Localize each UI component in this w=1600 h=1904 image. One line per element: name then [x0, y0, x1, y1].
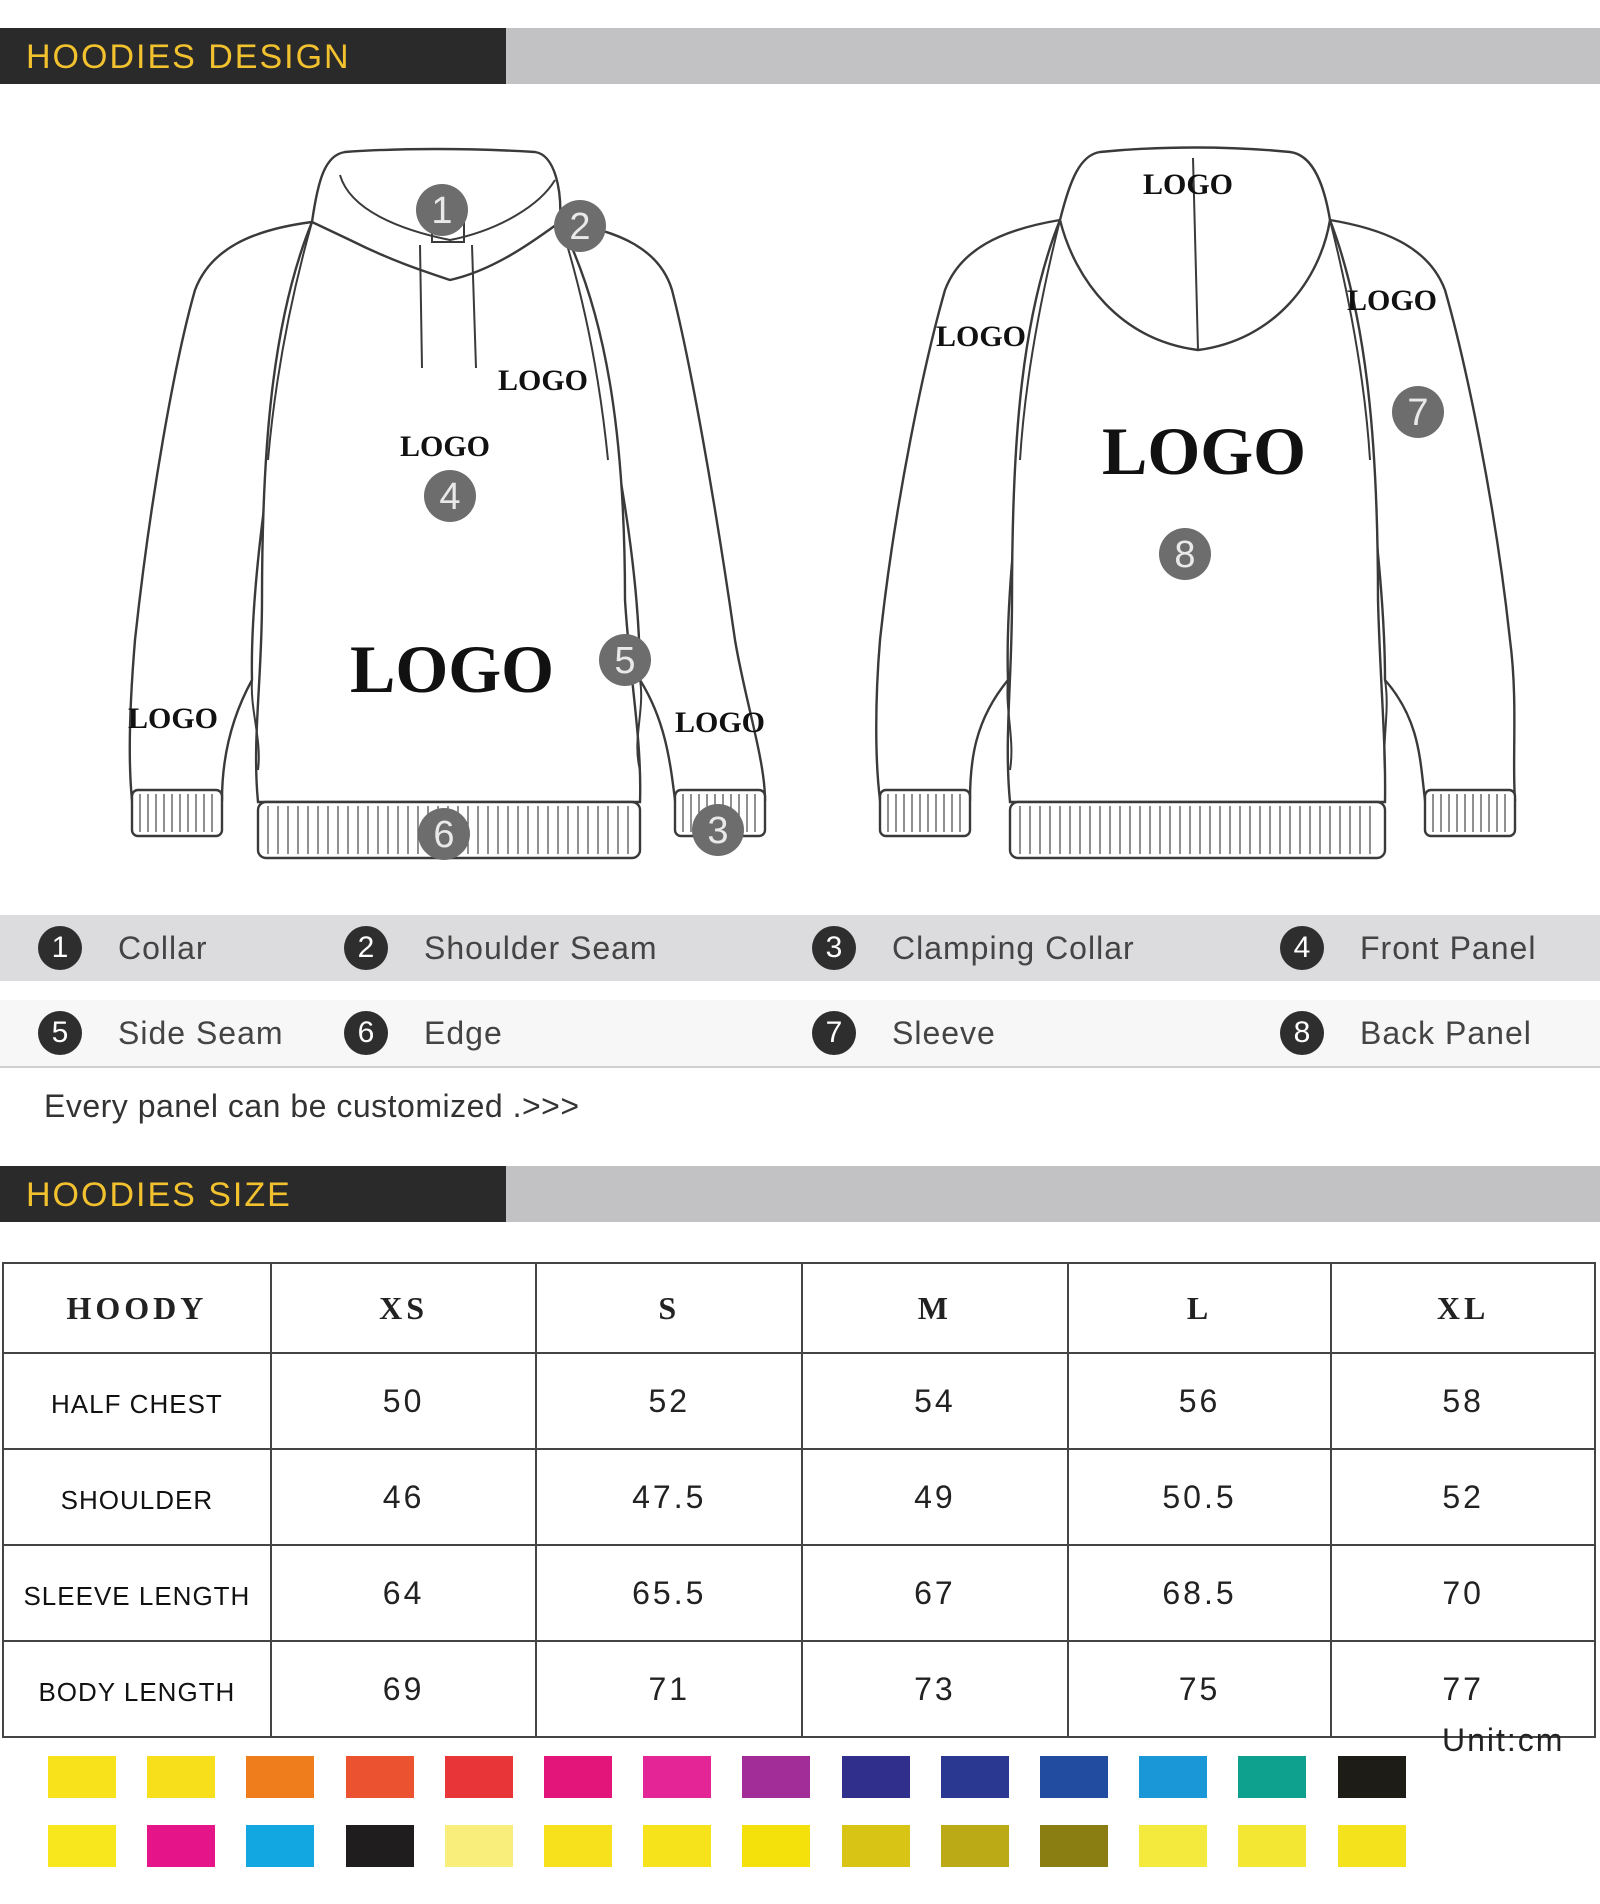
legend-label: Front Panel	[1360, 929, 1537, 966]
table-row	[3, 1641, 1595, 1737]
legend-item-side-seam	[38, 1000, 284, 1066]
table-cell: 64	[271, 1545, 537, 1641]
color-swatch[interactable]	[1338, 1756, 1406, 1798]
color-swatch[interactable]	[842, 1756, 910, 1798]
customization-note: Every panel can be customized .>>>	[44, 1088, 580, 1124]
table-cell: 50	[271, 1353, 537, 1449]
marker-4	[424, 470, 476, 522]
legend-item-shoulder-seam	[344, 915, 658, 981]
color-swatch[interactable]	[1139, 1825, 1207, 1867]
legend-number-badge: 6	[344, 1011, 388, 1055]
marker-5	[599, 634, 651, 686]
legend-label: Clamping Collar	[892, 929, 1135, 966]
legend-number-badge: 1	[38, 926, 82, 970]
table-row	[3, 1449, 1595, 1545]
size-table-header-row	[3, 1263, 1595, 1353]
color-swatch[interactable]	[1238, 1825, 1306, 1867]
color-swatch[interactable]	[842, 1825, 910, 1867]
legend-label: Sleeve	[892, 1014, 996, 1051]
color-swatch[interactable]	[246, 1756, 314, 1798]
table-cell: 73	[802, 1641, 1068, 1737]
svg-text:4: 4	[439, 476, 461, 518]
color-swatch[interactable]	[1040, 1825, 1108, 1867]
svg-text:5: 5	[614, 640, 636, 682]
color-swatch[interactable]	[941, 1825, 1009, 1867]
legend-label: Side Seam	[118, 1014, 284, 1051]
table-cell: 52	[536, 1353, 802, 1449]
legend-label: Collar	[118, 929, 208, 966]
legend-item-sleeve	[812, 1000, 996, 1066]
header-cell: S	[536, 1263, 802, 1353]
legend-label: Back Panel	[1360, 1014, 1532, 1051]
color-swatch[interactable]	[48, 1756, 116, 1798]
color-swatch[interactable]	[1238, 1756, 1306, 1798]
svg-text:3: 3	[707, 810, 729, 852]
marker-6	[418, 808, 470, 860]
color-swatch[interactable]	[742, 1825, 810, 1867]
svg-text:6: 6	[433, 814, 455, 856]
legend-label: Shoulder Seam	[424, 929, 658, 966]
size-table	[2, 1262, 1596, 1738]
row-label: BODY LENGTH	[3, 1641, 271, 1737]
design-header-gray	[506, 28, 1600, 84]
header-cell: M	[802, 1263, 1068, 1353]
marker-2	[554, 200, 606, 252]
size-header-gray	[506, 1166, 1600, 1222]
color-swatch[interactable]	[48, 1825, 116, 1867]
legend-number-badge: 3	[812, 926, 856, 970]
color-swatch[interactable]	[941, 1756, 1009, 1798]
row-label: SLEEVE LENGTH	[3, 1545, 271, 1641]
table-row	[3, 1545, 1595, 1641]
legend-number-badge: 4	[1280, 926, 1324, 970]
color-swatch[interactable]	[544, 1756, 612, 1798]
color-swatch[interactable]	[1040, 1756, 1108, 1798]
front-logo-chest-right: LOGO	[498, 364, 589, 397]
table-cell: 75	[1068, 1641, 1332, 1737]
color-swatch[interactable]	[147, 1756, 215, 1798]
header-cell: L	[1068, 1263, 1332, 1353]
svg-text:2: 2	[569, 206, 591, 248]
table-cell: 50.5	[1068, 1449, 1332, 1545]
table-cell: 54	[802, 1353, 1068, 1449]
front-logo-left-sleeve: LOGO	[128, 702, 219, 735]
legend-row-1	[0, 915, 1600, 981]
back-logo-hood: LOGO	[1143, 168, 1234, 201]
legend-label: Edge	[424, 1014, 503, 1051]
table-row	[3, 1353, 1595, 1449]
unit-label: Unit:cm	[1442, 1722, 1565, 1758]
front-logo-center: LOGO	[350, 631, 555, 707]
svg-text:1: 1	[431, 190, 453, 232]
hoodie-illustrations	[0, 120, 1600, 910]
header-cell: XS	[271, 1263, 537, 1353]
back-logo-left-sleeve: LOGO	[936, 320, 1027, 353]
table-cell: 46	[271, 1449, 537, 1545]
marker-7	[1392, 386, 1444, 438]
back-hoodie	[876, 148, 1515, 859]
table-cell: 58	[1331, 1353, 1595, 1449]
color-swatch[interactable]	[643, 1825, 711, 1867]
legend-number-badge: 2	[344, 926, 388, 970]
header-cell: XL	[1331, 1263, 1595, 1353]
table-cell: 68.5	[1068, 1545, 1332, 1641]
svg-text:8: 8	[1174, 534, 1196, 576]
table-cell: 71	[536, 1641, 802, 1737]
color-swatch[interactable]	[445, 1825, 513, 1867]
legend-number-badge: 5	[38, 1011, 82, 1055]
marker-8	[1159, 528, 1211, 580]
table-cell: 70	[1331, 1545, 1595, 1641]
table-cell: 47.5	[536, 1449, 802, 1545]
color-swatch[interactable]	[346, 1825, 414, 1867]
table-cell: 77	[1331, 1641, 1595, 1737]
table-cell: 65.5	[536, 1545, 802, 1641]
front-logo-chest-left: LOGO	[400, 430, 491, 463]
color-swatch[interactable]	[742, 1756, 810, 1798]
table-cell: 52	[1331, 1449, 1595, 1545]
marker-3	[692, 804, 744, 856]
table-cell: 69	[271, 1641, 537, 1737]
svg-text:7: 7	[1407, 392, 1429, 434]
header-cell: HOODY	[3, 1263, 271, 1353]
legend-number-badge: 7	[812, 1011, 856, 1055]
legend-item-back-panel	[1280, 1000, 1532, 1066]
table-cell: 56	[1068, 1353, 1332, 1449]
front-logo-right-sleeve: LOGO	[675, 706, 766, 739]
color-swatch[interactable]	[445, 1756, 513, 1798]
color-swatch[interactable]	[246, 1825, 314, 1867]
legend-item-edge	[344, 1000, 503, 1066]
back-logo-center: LOGO	[1102, 413, 1307, 489]
legend-number-badge: 8	[1280, 1011, 1324, 1055]
color-swatch[interactable]	[1338, 1825, 1406, 1867]
legend-row-2	[0, 1000, 1600, 1068]
design-section-title: HOODIES DESIGN	[26, 38, 351, 76]
table-cell: 67	[802, 1545, 1068, 1641]
color-swatch[interactable]	[147, 1825, 215, 1867]
color-swatch[interactable]	[346, 1756, 414, 1798]
legend-item-front-panel	[1280, 915, 1536, 981]
color-swatch[interactable]	[643, 1756, 711, 1798]
color-swatch[interactable]	[544, 1825, 612, 1867]
marker-1	[416, 184, 468, 236]
size-section-title: HOODIES SIZE	[26, 1176, 292, 1214]
table-cell: 49	[802, 1449, 1068, 1545]
row-label: SHOULDER	[3, 1449, 271, 1545]
legend-item-collar	[38, 915, 208, 981]
row-label: HALF CHEST	[3, 1353, 271, 1449]
color-swatch[interactable]	[1139, 1756, 1207, 1798]
back-logo-right-sleeve: LOGO	[1347, 284, 1438, 317]
legend-item-clamping-collar	[812, 915, 1135, 981]
